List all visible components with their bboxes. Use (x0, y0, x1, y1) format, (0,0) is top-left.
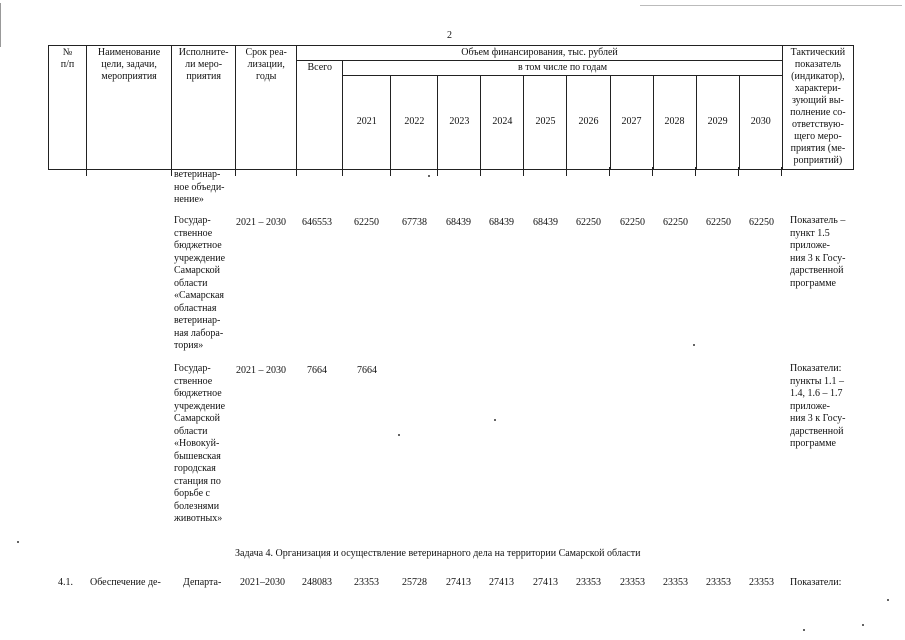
header-year-cell: 2027 (610, 76, 653, 170)
text-line: животных» (174, 513, 223, 524)
row1-value-2030: 62250 (749, 217, 774, 228)
header-year-cell: 2021 (343, 76, 391, 170)
text-line: борьбе с (174, 488, 210, 499)
row1-term: 2021 – 2030 (236, 217, 286, 228)
page-number: 2 (447, 30, 452, 41)
text-line: учреждение (174, 252, 226, 264)
header-year-cell: 2022 (391, 76, 438, 170)
header-year-cell: 2023 (438, 76, 481, 170)
row41-value-2024: 27413 (489, 577, 514, 588)
task4-heading: Задача 4. Организация и осуществление ветеринарного дела на территории Самарской области (235, 548, 641, 559)
grid-stub (86, 167, 87, 176)
row41-total: 248083 (302, 577, 332, 588)
header-term-line: годы (256, 71, 277, 82)
row1-value-2029: 62250 (706, 217, 731, 228)
header-name-line: цели, задачи, (101, 59, 157, 70)
text-line: «Новокуй- (174, 438, 220, 449)
header-executor-line: Исполните- (178, 47, 229, 58)
row2-value-2021: 7664 (357, 365, 377, 376)
row1-value-2024: 68439 (489, 217, 514, 228)
row41-term: 2021–2030 (240, 577, 285, 588)
header-indicator-line: ответствую- (791, 119, 844, 130)
row41-value-2021: 23353 (354, 577, 379, 588)
header-table (48, 45, 854, 170)
row1-value-2022: 67738 (402, 217, 427, 228)
text-line: областная (174, 302, 217, 314)
text-line: учреждение (174, 400, 226, 412)
text-line: ния 3 к Госу- (790, 413, 846, 424)
header-name-line: Наименование (97, 47, 161, 58)
text-line: приложе- (790, 400, 830, 412)
scan-speck (494, 419, 496, 421)
header-term-line: Срок реа- (245, 47, 287, 58)
row1-value-2026: 62250 (576, 217, 601, 228)
text-line: области (174, 425, 208, 437)
header-term-line: лизации, (247, 59, 285, 70)
row41-executor: Департа- (183, 577, 222, 588)
text-line: области (174, 277, 208, 289)
text-line: ственное (174, 227, 213, 239)
header-term-cell (236, 46, 297, 170)
row2-executor (174, 363, 225, 526)
grid-stub (652, 167, 653, 176)
header-executor-line: приятия (186, 71, 221, 82)
text-line: ветеринар- (174, 169, 221, 180)
row2-indicator (790, 363, 845, 451)
text-line: программе (790, 438, 836, 449)
header-indicator-line: показатель (794, 59, 841, 70)
grid-stub (738, 167, 739, 176)
text-line: ветеринар- (174, 315, 221, 326)
text-line: Показатель – (790, 215, 846, 226)
text-line: ная лабора- (174, 327, 224, 339)
text-line: нение» (174, 194, 204, 205)
header-num-cell (49, 46, 87, 170)
header-indicator-line: щего меро- (794, 131, 842, 142)
row1-value-2027: 62250 (620, 217, 645, 228)
scan-speck (887, 599, 889, 601)
text-line: приложе- (790, 240, 830, 251)
header-num-line: № (62, 47, 73, 58)
header-name-line: мероприятия (101, 71, 157, 82)
text-line: дарственной (790, 265, 844, 276)
row1-indicator (790, 215, 845, 290)
executor-continuation (174, 169, 225, 207)
grid-stub (390, 167, 391, 176)
text-line: программе (790, 277, 836, 289)
row1-total: 646553 (302, 217, 332, 228)
header-total-cell: Всего (297, 61, 343, 170)
grid-stub (781, 167, 782, 176)
row41-indicator: Показатели: (790, 577, 842, 588)
text-line: Государ- (174, 215, 211, 226)
grid-stub (296, 167, 297, 176)
row1-value-2025: 68439 (533, 217, 558, 228)
grid-stub (523, 167, 524, 176)
text-line: Самарской (174, 413, 220, 424)
header-year-cell: 2025 (524, 76, 567, 170)
scan-speck (398, 434, 400, 436)
header-year-cell: 2024 (481, 76, 524, 170)
row1-value-2021: 62250 (354, 217, 379, 228)
grid-stub (235, 167, 236, 176)
text-line: станция по (174, 475, 221, 487)
text-line: «Самарская (174, 290, 224, 301)
grid-stub (437, 167, 438, 176)
header-year-cell: 2028 (653, 76, 696, 170)
header-num-line: п/п (60, 59, 75, 70)
row41-number: 4.1. (58, 577, 73, 588)
row41-value-2023: 27413 (446, 577, 471, 588)
row41-value-2028: 23353 (663, 577, 688, 588)
text-line: ственное (174, 375, 213, 387)
scan-speck (862, 624, 864, 626)
grid-stub (480, 167, 481, 176)
header-year-cell: 2026 (567, 76, 610, 170)
header-indicator-line: роприятий) (793, 155, 843, 166)
text-line: тория» (174, 340, 204, 351)
scan-speck (693, 344, 695, 346)
header-year-cell: 2029 (696, 76, 739, 170)
header-name-cell (87, 46, 172, 170)
header-funding-cell: Объем финансирования, тыс. рублей (297, 46, 783, 61)
header-indicator-line: характери- (794, 83, 841, 94)
text-line: болезнями (174, 500, 220, 512)
header-indicator-line: полнение со- (790, 107, 846, 118)
scan-speck (803, 629, 805, 631)
text-line: дарственной (790, 425, 844, 437)
text-line: пункты 1.1 – (790, 375, 845, 387)
text-line: пункт 1.5 (790, 227, 830, 239)
text-line: бюджетное (174, 388, 222, 399)
text-line: ния 3 к Госу- (790, 252, 846, 264)
row41-value-2025: 27413 (533, 577, 558, 588)
header-indicator-cell (782, 46, 853, 170)
page-edge-mark (0, 3, 1, 47)
row41-value-2029: 23353 (706, 577, 731, 588)
header-indicator-line: Тактический (790, 47, 846, 58)
row41-value-2026: 23353 (576, 577, 601, 588)
scan-speck (428, 175, 430, 177)
grid-stub (695, 167, 696, 176)
text-line: городская (174, 463, 216, 474)
text-line: Самарской (174, 265, 220, 276)
text-line: Государ- (174, 363, 211, 374)
row41-value-2027: 23353 (620, 577, 645, 588)
header-executor-cell (172, 46, 236, 170)
text-line: бышевская (174, 450, 221, 462)
text-line: бюджетное (174, 240, 222, 251)
row41-value-2022: 25728 (402, 577, 427, 588)
text-line: ное объеди- (174, 181, 225, 193)
header-indicator-line: (индикатор), (791, 71, 845, 82)
header-by-years-cell: в том числе по годам (343, 61, 783, 76)
header-executor-line: ли меро- (185, 59, 223, 70)
row2-total: 7664 (307, 365, 327, 376)
row1-value-2023: 68439 (446, 217, 471, 228)
grid-stub (609, 167, 610, 176)
scan-speck (17, 541, 19, 543)
grid-stub (566, 167, 567, 176)
header-year-cell: 2030 (739, 76, 782, 170)
row41-name: Обеспечение де- (90, 577, 161, 588)
row1-executor (174, 215, 225, 353)
text-line: Показатели: (790, 363, 842, 374)
grid-stub (171, 167, 172, 176)
top-rule (640, 5, 902, 6)
row41-value-2030: 23353 (749, 577, 774, 588)
header-indicator-line: зующий вы- (791, 95, 844, 106)
text-line: 1.4, 1.6 – 1.7 (790, 388, 843, 399)
header-indicator-line: приятия (ме- (790, 143, 846, 154)
row2-term: 2021 – 2030 (236, 365, 286, 376)
row1-value-2028: 62250 (663, 217, 688, 228)
grid-stub (342, 167, 343, 176)
